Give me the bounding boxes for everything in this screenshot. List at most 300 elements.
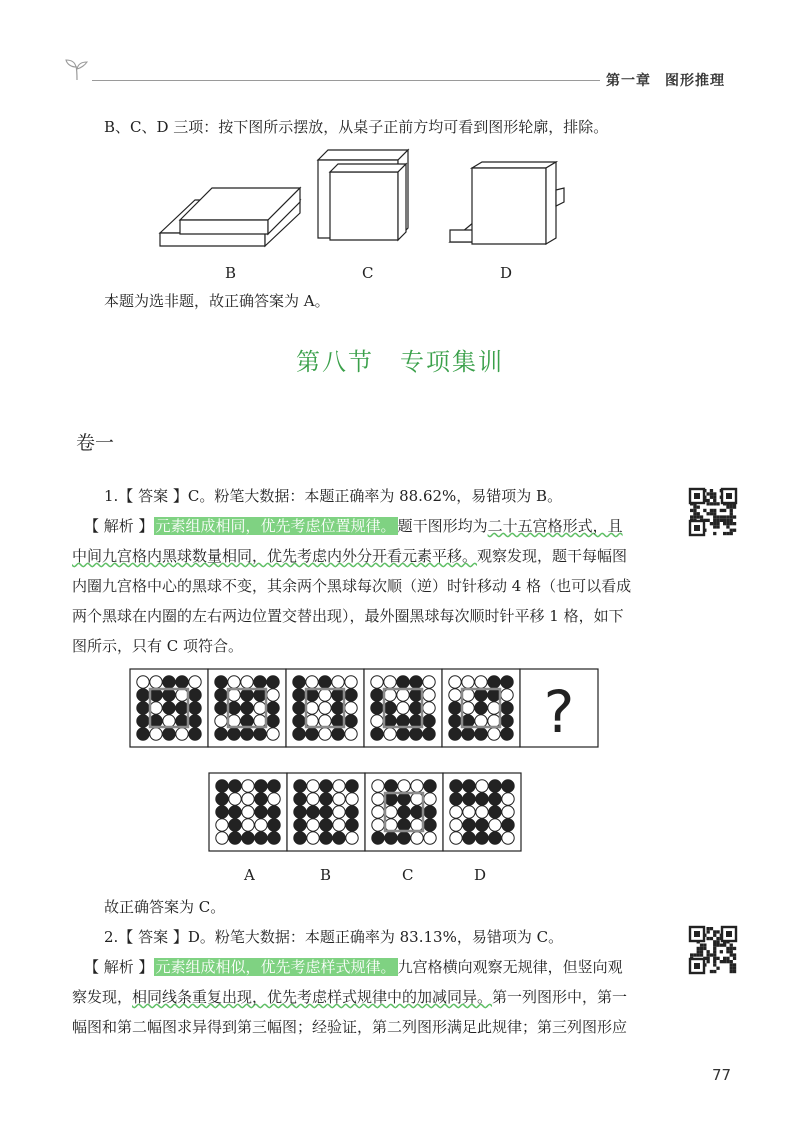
qr-module — [723, 960, 726, 963]
ball — [397, 702, 409, 714]
ball — [371, 715, 383, 727]
qr-module — [720, 519, 723, 522]
qr-module — [707, 960, 710, 963]
ball — [255, 793, 267, 805]
ball — [333, 806, 345, 818]
ball — [176, 689, 188, 701]
option-label-d: D — [474, 866, 487, 884]
ball — [333, 832, 345, 844]
qr-module — [720, 950, 723, 953]
qr-module — [713, 953, 716, 956]
ball — [423, 728, 435, 740]
qr-module — [713, 950, 716, 953]
qr-module — [710, 502, 713, 505]
ball — [215, 676, 227, 688]
ball — [371, 676, 383, 688]
ball — [254, 702, 266, 714]
ball — [488, 676, 500, 688]
qr-module — [720, 515, 723, 518]
qr-module — [726, 515, 729, 518]
ball — [501, 676, 513, 688]
ball — [423, 702, 435, 714]
qr-module — [730, 515, 733, 518]
section-title: 第八节 专项集训 — [296, 348, 504, 376]
qr-module — [726, 532, 729, 535]
ball — [398, 819, 410, 831]
ball — [371, 689, 383, 701]
ball — [216, 793, 228, 805]
ball — [229, 780, 241, 792]
ball — [488, 689, 500, 701]
q2-highlight: 元素组成相似，优先考虑样式规律。 — [155, 958, 396, 976]
ball — [501, 728, 513, 740]
ball — [228, 715, 240, 727]
qr-module — [713, 970, 716, 973]
ball — [268, 806, 280, 818]
ball — [372, 806, 384, 818]
qr-module — [710, 970, 713, 973]
qr-module — [700, 950, 703, 953]
ball — [255, 819, 267, 831]
qr-module — [700, 515, 703, 518]
ball — [476, 780, 488, 792]
ball — [293, 689, 305, 701]
ball — [450, 793, 462, 805]
shape-label-c: C — [362, 264, 374, 282]
ball — [463, 780, 475, 792]
ball — [294, 780, 306, 792]
ball — [189, 702, 201, 714]
ball — [319, 728, 331, 740]
qr-module — [713, 934, 716, 937]
ball — [242, 793, 254, 805]
sprout-icon — [64, 58, 90, 82]
ball — [410, 676, 422, 688]
qr-module — [713, 930, 716, 933]
qr-module — [723, 515, 726, 518]
ball — [320, 793, 332, 805]
qr-module — [710, 512, 713, 515]
qr-module — [716, 502, 719, 505]
ball — [332, 715, 344, 727]
q1-analysis-line2: 中间九宫格内黑球数量相同，优先考虑内外分开看元素平移。观察发现，题干每幅图 — [72, 547, 628, 565]
qr-module — [733, 970, 736, 973]
qr-module — [733, 529, 736, 532]
ball — [242, 780, 254, 792]
chapter-heading: 第一章 图形推理 — [606, 73, 725, 89]
ball — [176, 702, 188, 714]
qr-module — [713, 492, 716, 495]
ball — [320, 832, 332, 844]
ball — [462, 728, 474, 740]
ball — [189, 728, 201, 740]
ball — [332, 689, 344, 701]
ball — [449, 715, 461, 727]
ball — [293, 676, 305, 688]
ball — [150, 689, 162, 701]
ball — [320, 780, 332, 792]
qr-module — [723, 532, 726, 535]
ball — [241, 728, 253, 740]
ball — [319, 676, 331, 688]
ball — [449, 689, 461, 701]
ball — [502, 832, 514, 844]
ball — [176, 715, 188, 727]
ball — [345, 676, 357, 688]
ball — [398, 832, 410, 844]
ball — [489, 793, 501, 805]
qr-module — [710, 927, 713, 930]
qr-module — [707, 519, 710, 522]
ball — [228, 689, 240, 701]
header-rule — [92, 80, 600, 81]
ball — [424, 780, 436, 792]
qr-module — [700, 944, 703, 947]
ball — [463, 793, 475, 805]
shape-label-b: B — [225, 264, 237, 282]
ball — [450, 806, 462, 818]
qr-code-icon — [688, 925, 738, 975]
qr-module — [730, 509, 733, 512]
qr-module — [716, 522, 719, 525]
ball — [398, 793, 410, 805]
ball — [398, 806, 410, 818]
ball — [242, 819, 254, 831]
qr-module — [710, 492, 713, 495]
qr-module — [707, 502, 710, 505]
ball — [489, 819, 501, 831]
qr-module — [730, 963, 733, 966]
ball — [345, 728, 357, 740]
ball — [294, 832, 306, 844]
ball — [385, 793, 397, 805]
qr-module — [707, 499, 710, 502]
ball — [294, 806, 306, 818]
ball — [320, 806, 332, 818]
ball — [307, 806, 319, 818]
q1-analysis-line1: 【 解析 】 元素组成相同，优先考虑位置规律。 题干图形均为二十五宫格形式，且 — [84, 517, 623, 535]
qr-module — [703, 944, 706, 947]
qr-module — [730, 947, 733, 950]
qr-module — [697, 506, 700, 509]
qr-module — [690, 515, 693, 518]
ball — [307, 832, 319, 844]
ball — [411, 819, 423, 831]
q2-answer: 2.【 答案 】D。粉笔大数据：本题正确率为 83.13%，易错项为 C。 — [104, 928, 564, 946]
qr-finder-core — [726, 493, 732, 499]
ball — [215, 689, 227, 701]
ball — [137, 702, 149, 714]
qr-module — [707, 492, 710, 495]
option-label-b: B — [320, 866, 332, 884]
ball — [345, 715, 357, 727]
shape-label-d: D — [500, 264, 513, 282]
qr-module — [733, 515, 736, 518]
ball — [502, 793, 514, 805]
ball — [489, 780, 501, 792]
shape-b-figure — [150, 178, 310, 250]
ball — [228, 728, 240, 740]
ball — [384, 702, 396, 714]
ball — [255, 780, 267, 792]
ball — [423, 715, 435, 727]
shape-d-figure — [446, 160, 570, 246]
ball — [137, 689, 149, 701]
ball — [476, 793, 488, 805]
qr-module — [730, 970, 733, 973]
qr-module — [716, 940, 719, 943]
ball — [137, 715, 149, 727]
qr-module — [730, 944, 733, 947]
qr-module — [716, 937, 719, 940]
qr-module — [726, 506, 729, 509]
ball — [410, 715, 422, 727]
ball — [450, 819, 462, 831]
ball — [488, 702, 500, 714]
ball — [255, 806, 267, 818]
qr-module — [713, 944, 716, 947]
bcd-explanation: B、C、D 三项：按下图所示摆放，从桌子正前方均可看到图形轮廓，排除。 — [104, 118, 609, 136]
qr-module — [716, 967, 719, 970]
ball — [333, 780, 345, 792]
ball — [397, 676, 409, 688]
ball — [254, 689, 266, 701]
ball — [462, 689, 474, 701]
qr-module — [730, 953, 733, 956]
ball — [488, 728, 500, 740]
ball — [150, 676, 162, 688]
ball — [372, 832, 384, 844]
qr-module — [713, 519, 716, 522]
qr-module — [710, 509, 713, 512]
ball — [215, 728, 227, 740]
ball — [241, 689, 253, 701]
ball — [385, 780, 397, 792]
ball — [268, 819, 280, 831]
qr-module — [716, 515, 719, 518]
ball — [371, 728, 383, 740]
qr-module — [730, 522, 733, 525]
qr-module — [720, 960, 723, 963]
option-label-c: C — [402, 866, 414, 884]
ball — [267, 676, 279, 688]
ball — [215, 702, 227, 714]
volume-heading: 卷一 — [76, 432, 115, 454]
ball — [476, 819, 488, 831]
qr-module — [730, 950, 733, 953]
ball — [410, 728, 422, 740]
qr-module — [700, 947, 703, 950]
ball — [163, 728, 175, 740]
qr-module — [693, 515, 696, 518]
ball — [268, 780, 280, 792]
ball — [306, 702, 318, 714]
qr-module — [733, 963, 736, 966]
qr-module — [713, 499, 716, 502]
ball — [215, 715, 227, 727]
qr-module — [707, 512, 710, 515]
ball — [242, 832, 254, 844]
ball — [502, 806, 514, 818]
ball — [502, 819, 514, 831]
ball — [423, 689, 435, 701]
ball — [385, 832, 397, 844]
ball — [410, 689, 422, 701]
qr-module — [730, 967, 733, 970]
qr-module — [710, 522, 713, 525]
ball — [449, 702, 461, 714]
qr-module — [707, 950, 710, 953]
q2-analysis-line2: 察发现，相同线条重复出现，优先考虑样式规律中的加减同异。第一列图形中，第一 — [72, 988, 628, 1006]
qr-module — [690, 953, 693, 956]
ball — [462, 702, 474, 714]
ball — [345, 702, 357, 714]
qr-module — [693, 512, 696, 515]
ball — [189, 715, 201, 727]
ball — [306, 715, 318, 727]
ball — [476, 806, 488, 818]
qr-module — [726, 525, 729, 528]
ball — [346, 780, 358, 792]
ball — [229, 832, 241, 844]
ball — [463, 806, 475, 818]
qr-module — [723, 944, 726, 947]
ball — [410, 702, 422, 714]
ball — [267, 728, 279, 740]
qr-module — [726, 522, 729, 525]
ball — [424, 819, 436, 831]
ball — [216, 819, 228, 831]
ball — [397, 715, 409, 727]
ball — [241, 715, 253, 727]
ball — [293, 728, 305, 740]
ball — [229, 793, 241, 805]
shape-c-figure — [310, 148, 420, 248]
qr-module — [707, 953, 710, 956]
ball — [242, 806, 254, 818]
option-label-a: A — [244, 866, 255, 884]
q1-answer: 1.【 答案 】C。粉笔大数据：本题正确率为 88.62%，易错项为 B。 — [104, 487, 563, 505]
ball — [462, 676, 474, 688]
qr-module — [713, 522, 716, 525]
ball — [424, 806, 436, 818]
qr-finder-core — [694, 525, 700, 531]
ball — [384, 715, 396, 727]
ball — [333, 793, 345, 805]
ball — [228, 676, 240, 688]
page-number: 77 — [712, 1066, 732, 1084]
ball — [475, 676, 487, 688]
q1-conclusion: 故正确答案为 C。 — [104, 898, 226, 916]
ball — [424, 832, 436, 844]
qr-module — [707, 927, 710, 930]
ball — [294, 793, 306, 805]
ball — [424, 793, 436, 805]
qr-module — [713, 957, 716, 960]
qr-module — [697, 515, 700, 518]
ball — [489, 832, 501, 844]
qr-module — [697, 512, 700, 515]
ball — [319, 715, 331, 727]
ball — [293, 702, 305, 714]
qr-module — [707, 957, 710, 960]
ball — [346, 806, 358, 818]
qr-finder-core — [694, 931, 700, 937]
ball — [254, 676, 266, 688]
qr-code-icon — [688, 487, 738, 537]
qr-module — [697, 947, 700, 950]
qr-module — [726, 960, 729, 963]
qr-module — [716, 519, 719, 522]
ball — [320, 819, 332, 831]
ball — [371, 702, 383, 714]
ball — [333, 819, 345, 831]
qr-module — [693, 506, 696, 509]
ball — [385, 806, 397, 818]
ball — [163, 715, 175, 727]
ball — [475, 728, 487, 740]
qr-module — [726, 950, 729, 953]
qr-module — [697, 950, 700, 953]
ball — [475, 689, 487, 701]
qr-module — [710, 953, 713, 956]
qr-module — [720, 509, 723, 512]
qr-module — [713, 960, 716, 963]
ball — [449, 676, 461, 688]
qr-module — [700, 953, 703, 956]
ball — [137, 728, 149, 740]
ball — [306, 676, 318, 688]
ball — [463, 832, 475, 844]
ball — [267, 715, 279, 727]
ball — [306, 689, 318, 701]
qr-module — [723, 522, 726, 525]
ball — [229, 819, 241, 831]
ball — [241, 702, 253, 714]
ball — [423, 676, 435, 688]
ball — [150, 715, 162, 727]
qr-module — [713, 509, 716, 512]
qr-module — [713, 502, 716, 505]
qr-module — [726, 947, 729, 950]
qr-module — [710, 937, 713, 940]
ball — [372, 793, 384, 805]
ball — [450, 832, 462, 844]
ball — [372, 780, 384, 792]
qr-module — [713, 963, 716, 966]
qr-finder-core — [694, 493, 700, 499]
qr-module — [726, 957, 729, 960]
ball — [332, 676, 344, 688]
qr-module — [730, 960, 733, 963]
qr-module — [697, 953, 700, 956]
ball — [502, 780, 514, 792]
qr-module — [730, 532, 733, 535]
q1-analysis-line5: 图所示，只有 C 项符合。 — [72, 637, 244, 655]
ball — [176, 676, 188, 688]
ball — [488, 715, 500, 727]
ball — [307, 780, 319, 792]
ball — [229, 806, 241, 818]
ball — [411, 832, 423, 844]
qr-module — [713, 940, 716, 943]
qr-module — [716, 930, 719, 933]
ball — [216, 780, 228, 792]
ball — [346, 832, 358, 844]
ball — [307, 793, 319, 805]
analysis-tag: 【 解析 】 — [84, 517, 154, 535]
qr-module — [707, 930, 710, 933]
